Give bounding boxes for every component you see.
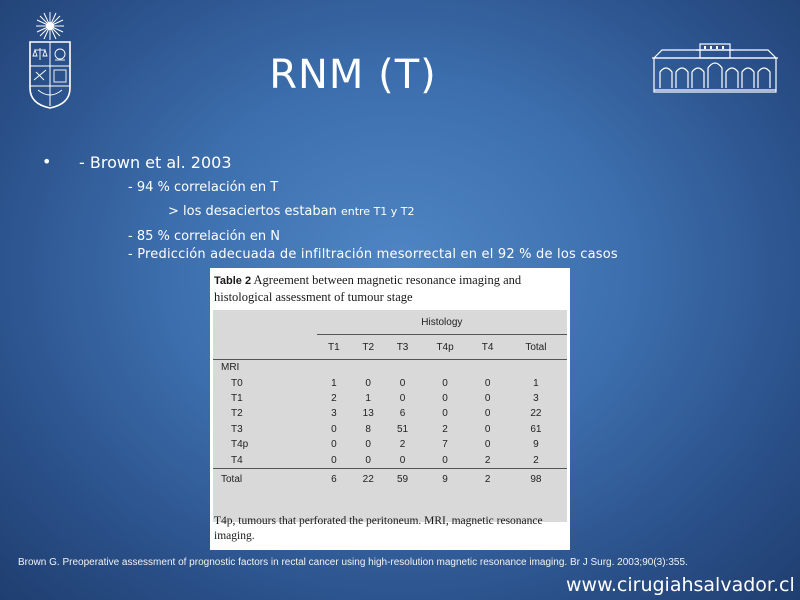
table-cell: 8: [365, 423, 371, 435]
table-cell: 13: [362, 408, 374, 420]
table-cell: 0: [331, 454, 337, 466]
total-cell: 22: [351, 468, 385, 491]
sub-bullet-errors: [168, 204, 415, 219]
sub-bullet-n-correlation: - 85 % correlación en N: [128, 229, 281, 244]
table-cell: 7: [442, 439, 448, 451]
table-label: Table 2: [214, 275, 252, 287]
table-row: [213, 391, 567, 406]
table-cell: 2: [399, 439, 406, 451]
table-cell: 0: [442, 408, 448, 420]
column-header: Total: [505, 335, 567, 360]
total-cell: 9: [420, 468, 471, 491]
table-cell: 2: [533, 454, 539, 466]
table-cell: 2: [442, 423, 448, 435]
column-header: [213, 335, 317, 360]
table-cell: 2: [331, 392, 337, 404]
table-cell: 0: [399, 392, 406, 404]
total-cell: 98: [505, 468, 567, 491]
table-cell: 51: [396, 423, 409, 435]
table-cell: 3: [533, 392, 539, 404]
table-cell: 0: [484, 439, 491, 451]
reference-citation: Brown G. Preoperative assessment of prognostic factors in rectal cancer using high-resolution magnetic resonance imaging. Br J Surg. 2003;90(3):355.: [18, 557, 688, 568]
table-caption-text: Agreement between magnetic resonance imaging and histological assessment of tumour stage: [214, 273, 522, 304]
table-cell: 9: [533, 439, 539, 451]
column-header: T4: [470, 335, 504, 360]
table-cell: 0: [365, 439, 371, 451]
table-cell: 0: [484, 408, 491, 420]
table-row: [213, 406, 567, 421]
table-cell: 3: [331, 408, 337, 420]
column-header: T1: [317, 335, 351, 360]
mri-section-label: MRI: [221, 362, 240, 374]
total-label: Total: [213, 468, 317, 491]
table-footnote: T4p, tumours that perforated the peritoneum. MRI, magnetic resonance imaging.: [214, 515, 543, 542]
table-cell: 1: [331, 377, 337, 389]
total-row: [213, 468, 567, 491]
website-url: www.cirugiahsalvador.cl: [566, 574, 795, 596]
total-cell: 2: [470, 468, 504, 491]
row-label: T4: [231, 454, 243, 466]
slide-title: RNM (T): [269, 52, 437, 98]
table-cell: 1: [365, 392, 371, 404]
table-cell: 0: [399, 454, 406, 466]
table-cell: 0: [442, 454, 448, 466]
table-cell: 61: [530, 423, 542, 435]
bullet-marker: •: [42, 152, 52, 171]
agreement-table: [213, 310, 567, 491]
table-cell: 0: [484, 392, 491, 404]
table-cell: 0: [484, 377, 491, 389]
table-cell: 0: [442, 392, 448, 404]
table-cell: 1: [533, 377, 539, 389]
total-cell: 6: [317, 468, 351, 491]
row-label: T2: [231, 408, 243, 420]
sub-bullet-errors-main: > los desaciertos estaban: [168, 204, 341, 219]
row-label: T4p: [231, 439, 249, 451]
table-cell: 0: [484, 423, 491, 435]
table-cell: 0: [331, 423, 337, 435]
table-figure: [210, 268, 570, 550]
histology-header: Histology: [317, 310, 567, 335]
table-cell: 0: [365, 377, 371, 389]
sub-bullet-t-correlation: - 94 % correlación en T: [128, 180, 279, 195]
sub-bullet-errors-small: entre T1 y T2: [340, 205, 415, 218]
table-cell: 22: [530, 408, 542, 420]
table-cell: 0: [442, 377, 448, 389]
column-header: T4p: [420, 335, 471, 360]
table-row: [213, 437, 567, 452]
table-cell: 0: [399, 377, 406, 389]
bullet-main-text: - Brown et al. 2003: [79, 153, 232, 172]
table-row: [213, 452, 567, 468]
column-header: T2: [351, 335, 385, 360]
table-cell: 2: [484, 454, 491, 466]
column-header-row: [213, 335, 567, 360]
mri-section-row: [213, 360, 567, 376]
row-label: T1: [231, 392, 243, 404]
table-row: [213, 375, 567, 390]
table-cell: 0: [365, 454, 371, 466]
table-cell: 0: [331, 439, 337, 451]
row-label: T3: [231, 423, 243, 435]
table-caption: [214, 272, 566, 305]
sub-bullet-mesorectal: - Predicción adecuada de infiltración mesorrectal en el 92 % de los casos: [128, 247, 618, 262]
table-cell: 6: [399, 408, 406, 420]
row-label: T0: [231, 377, 243, 389]
total-cell: 59: [385, 468, 419, 491]
column-header: T3: [385, 335, 419, 360]
table-row: [213, 422, 567, 437]
